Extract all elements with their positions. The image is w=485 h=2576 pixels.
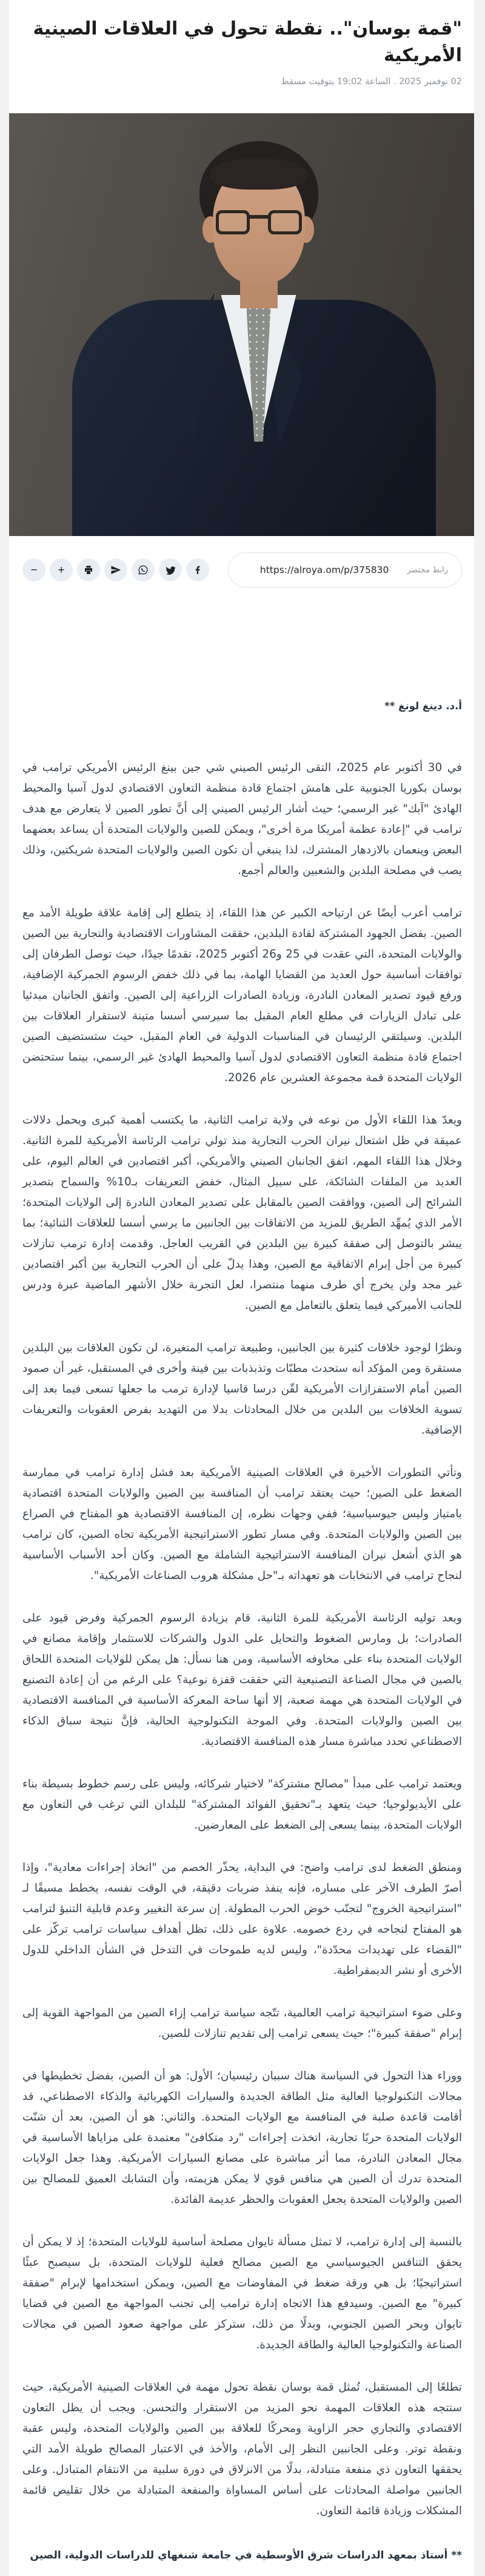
telegram-icon [110,565,121,575]
zoom-out-button[interactable] [22,558,45,581]
facebook-share-button[interactable] [186,558,209,581]
short-link-label: رابط مختصر [407,565,448,575]
share-toolbar [22,552,462,588]
photo-hair-fringe [210,158,307,190]
author-footnote: ** أستاذ بمعهد الدراسات شرق الأوسطية في جامعة شنغهاي للدراسات الدولية، الصين [30,2549,462,2561]
printer-icon [83,565,94,575]
facebook-icon [192,565,203,575]
article-paragraph: ترامب أعرب أيضًا عن ارتياحه الكبير عن هذا اللقاء، إذ يتطلع إلى إقامة علاقة طويلة الأمد مع الصين. بفضل الجهود المشتركة لقادة البلدين، حققت المشاورات الاقتصادية والتجارية بين الصين والولايات المتحدة، التي عقدت في 25 و26 أكتوبر 2025، تقدمًا جيدًا، حيث توصل الطرفان إلى توافقات أساسية حول العديد من القضايا الهامة، بما في ذلك خفض الرسوم الجمركية الإضافية، ورفع قيود تصدير المعادن النادرة، وزيادة الصادرات الزراعية إلى الصين. واتفق الجانبان مبدئيا على تبادل الزيارات في مطلع العام المقبل بما سيرسي أسسا متينة لاستقرار العلاقات بين البلدين. وسيلتقي الرئيسان في المناسبات الدولية في العام المقبل، حيث ستستضيف الصين اجتماع قادة منظمة التعاون الاقتصادي لدول آسيا والمحيط الهادئ غير الرسمي، بينما ستحتضن الولايات المتحدة قمة مجموعة العشرين عام 2026. [22,907,462,1084]
minus-icon: − [30,563,38,577]
print-button[interactable] [77,558,100,581]
photo-glasses [213,210,304,237]
article-photo [9,113,474,536]
article-paragraph: بالنسبة إلى إدارة ترامب، لا تمثل مسألة تايوان مصلحة أساسية للولايات المتحدة؛ إذ لا يمكن أن يحقق التنافس الجيوسياسي مع الصين مصالح فعلية للولايات المتحدة، بل سيصبح عبئًا استراتيجيًا؛ بل هي ورقة ضغط في المفاوضات مع الصين، ويمكن استخدامها لإبرام "صفقة كبيرة" مع الصين. وسيدفع هذا الاتجاه إدارة ترامب إلى تجنب المواجهة مع الصين في قضايا تايوان وبحر الصين الجنوبي، وبدلًا من ذلك، ستركز على مواجهة صعود الصين في مجالات الصناعة والتكنولوجيا العالية والطاقة الجديدة. [22,2236,462,2351]
article-body [22,758,462,2521]
short-link-url[interactable]: https://alroya.om/p/375830 [259,565,389,575]
whatsapp-icon [138,565,149,575]
article-paragraph: ونظرًا لوجود خلافات كثيرة بين الجانبين، وطبيعة ترامب المتغيرة، لن تكون العلاقات بين البلدين مستقرة ومن المؤكد أنه ستحدث مطبّات وتذبذبات بين فينة وأخرى في المستقبل، غير أن صمود الصين أمام الاستفزازات الأمريكية لقّن درسا قاسيا لإدارة ترمب ما جعلها تسعى فيما بعد إلى تسوية الخلافات بين البلدين من خلال المحادثات بدلا من التهديد بفرض العقوبات والتعريفات الإضافية. [22,1342,462,1437]
article-card [9,0,474,2576]
zoom-in-button[interactable] [50,558,73,581]
article-paragraph: ووراء هذا التحول في السياسة هناك سببان رئيسيان؛ الأول: هو أن الصين، بفضل تخطيطها في مجالات التكنولوجيا العالية مثل الطاقة الجديدة والسيارات الكهربائية والذكاء الاصطناعي، قد أقامت قاعدة صلبة في المنافسة مع الولايات المتحدة. والثاني: هو أن الصين، بعد أن شنّت الولايات المتحدة حربًا تجارية، اتخذت إجراءات "رد متكافئ" معتمدة على مزاياها الأساسية في مجال المعادن النادرة، مما أثر مباشرة على مصانع السيارات الأمريكية. وهذا جعل الولايات المتحدة تدرك أن الصين هي منافس قوي لا يمكن هزيمته، وأن التشابك العميق للمصالح بين الصين والولايات المتحدة يجعل العقوبات والحظر عديمة الفائدة. [22,2070,462,2206]
article-paragraph: ومنطق الضغط لدى ترامب واضح: في البداية، يحذّر الخصم من "اتخاذ إجراءات معادية"، وإذا أصرّ الطرف الآخر على مساره، فإنه ينفذ ضربات دقيقة، في الوقت نفسه، يخطط مسبقًا لـ "استراتيجية الخروج" لتجنّب خوض الحرب المطولة. إن سرعة التغيير وعدم قابلية التنبؤ لترامب هو المفتاح لنجاحه في ردع خصومه. علاوة على ذلك، تظل أهداف سياسات ترامب تركّز على "القضاء على تهديدات محدّدة"، وليس لديه طموحات في التدخل في الشأن الداخلي للدول الأخرى أو نشر الديمقراطية. [22,1861,462,1977]
glasses-lens-left [216,210,250,234]
plus-icon: + [58,563,65,577]
publish-date: 02 نوفمبر 2025 . الساعة 19:02 بتوقيت مسقط [281,77,462,87]
twitter-share-button[interactable] [159,558,182,581]
whatsapp-share-button[interactable] [132,558,155,581]
article-paragraph: في 30 أكتوبر عام 2025، التقى الرئيس الصيني شي جين بينغ الرئيس الأمريكي ترامب في بوسان بكوريا الجنوبية على هامش اجتماع قادة منظمة التعاون الاقتصادي لدول آسيا والمحيط الهادئ "آبك" غير الرسمي؛ حيث أشار الرئيس الصيني إلى أنَّ تطور الصين لا يتعارض مع هدف ترامب في "إعادة عظمة أمريكا مرة أخرى"، ويمكن للصين والولايات المتحدة أن يساعد بعضهما البعض وينعمان بالازدهار المشترك، لذا ينبغي أن تكون الصين والولايات المتحدة شريكتين، وذلك يصب في مصلحة البلدين والشعبين والعالم أجمع. [22,761,462,877]
share-buttons-group [22,558,209,581]
article-paragraph: وتأتي التطورات الأخيرة في العلاقات الصينية الأمريكية بعد فشل إدارة ترامب في ممارسة الضغط على الصين؛ حيث يعتقد ترامب أن المنافسة بين الصين والولايات المتحدة اقتصادية بامتياز وليس جيوسياسية؛ ففي وجهات نظره، إن المنافسة الاقتصادية هو المفتاح في الصراع بين الصين والولايات المتحدة. وفي مسار تطور الاستراتيجية الأمريكية تجاه الصين، كان ترامب هو الذي أشعل نيران المنافسة الاستراتيجية الشاملة مع الصين. وكان أحد الأسباب الأساسية لنجاح ترامب في الانتخابات هو تعهداته بـ"حل مشكلة هروب الصناعات الأمريكية". [22,1466,462,1582]
telegram-share-button[interactable] [104,558,127,581]
glasses-bridge [249,215,269,219]
article-paragraph: ويعتمد ترامب على مبدأ "مصالح مشتركة" لاختيار شركائه، وليس على رسم خطوط بسيطة بناء على الأيديولوجيا؛ حيث يتعهد بـ"تحقيق الفوائد المشتركة" للبلدان التي ترغب في التعاون مع الولايات المتحدة، بينما يسعى إلى الضغط على المعارضين. [22,1778,462,1832]
article-paragraph: ويعدّ هذا اللقاء الأول من نوعه في ولاية ترامب الثانية، ما يكتسب أهمية كبرى ويحمل دلالات عميقة في ظل اشتعال نيران الحرب التجارية منذ تولي ترامب الرئاسة الأمريكية للمرة الثانية. وخلال هذا اللقاء المهم، اتفق الجانبان الصيني والأمريكي، أكبر اقتصادين في العالم اليوم، على العديد من الملفات الشائكة، على سبيل المثال، خفض التعريفات بـ10% والسماح بتصدير الشرائح إلى الصين، ووافقت الصين بالمقابل على تصدير المعادن النادرة إلى الولايات المتحدة؛ الأمر الذي يُمهِّد الطريق للمزيد من الاتفاقات بين الجانبين ما يرسي أسسا للعلاقات الثنائية؛ بما يبشر بالتوصل إلى صفقة كبيرة بين البلدين في القريب العاجل. وقدمت إدارة ترمب تنازلات كبيرة من أجل إبرام الاتفاقية مع الصين، وهذا يدلّ على أن الحرب التجارية بين أكبر اقتصادين غير مجد ولن يخرج أي طرف منهما منتصرا، لعل التجربة خلال الأشهر الماضية عبرة ودرس للجانب الأميركي فيما يتعلق بالتعامل مع الصين. [22,1114,463,1312]
glasses-lens-right [268,210,302,234]
author-byline: أ.د. دينغ لونغ ** [384,700,462,712]
article-paragraph: وعلى ضوء استراتيجية ترامب العالمية، تتّجه سياسة ترامب إزاء الصين من المواجهة القوية إلى إبرام "صفقة كبيرة"؛ حيث يسعى ترامب إلى تقديم تنازلات للصين. [22,2007,462,2040]
short-link-pill[interactable] [228,552,462,588]
twitter-icon [165,565,176,575]
article-paragraph: وبعد توليه الرئاسة الأمريكية للمرة الثانية، قام بزيادة الرسوم الجمركية وفرض قيود على الصادرات؛ بل ومارس الضغوط والتحايل على الدول والشركات للاستثمار وإقامة مصانع في الولايات المتحدة بناء على مخاوفه الأساسية، ومن هنا نسأل: هل يمكن للولايات المتحدة اللحاق بالصين في مجال الصناعة التصنيعية التي حققت قفزة نوعية؟ على الرغم من أن إعادة التصنيع في الولايات المتحدة هي مهمة صعبة، إلا أنها ساحة المعركة الأساسية في المنافسة الاقتصادية بين الصين والولايات المتحدة. وفي الموجة التكنولوجية الحالية، فإنَّ نتيجة سباق الذكاء الاصطناعي تحدد مباشرة مسار هذه المنافسة الاقتصادية. [22,1612,462,1748]
page-title: "قمة بوسان".. نقطة تحول في العلاقات الصينية الأمريكية [33,18,462,66]
article-paragraph: تطلعًا إلى المستقبل، تُمثل قمة بوسان نقطة تحول مهمة في العلاقات الصينية الأمريكية، حيث ستتجه هذه العلاقات المهمة نحو المزيد من الاستقرار والتحسن. ويجب أن يظل التعاون الاقتصادي والتجاري حجر الزاوية ومحركًا للعلاقة بين الصين والولايات المتحدة، وليس عقبة ونقطة توتر. وعلى الجانبين النظر إلى الأمام، والأخذ في الاعتبار المصالح طويلة الأمد التي يحققها التعاون ذي منفعة متبادلة، بدلًا من الانزلاق في دورة سلبية من الانتقام المتبادل. وعلى الجانبين مواصلة المحادثات على أساس المساواة والمنفعة المتبادلة من خلال تقليص قائمة المشكلات وزيادة قائمة التعاون. [22,2381,462,2517]
